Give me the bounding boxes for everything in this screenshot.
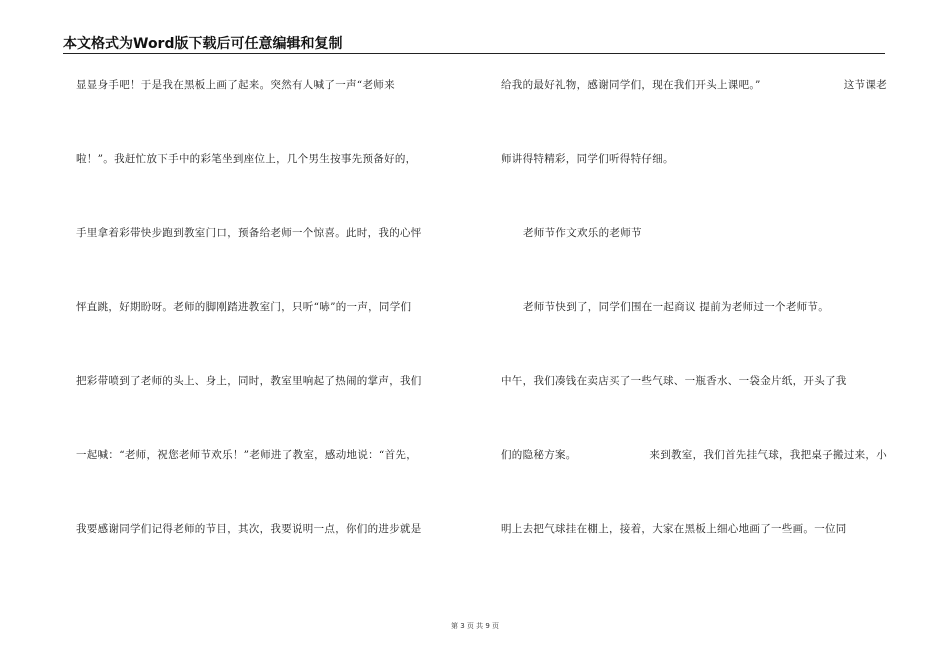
- document-header: 本文格式为Word版下载后可任意编辑和复制: [63, 36, 343, 52]
- right-line-6-tail: 来到教室，我们首先挂气球，我把桌子搬过来，小: [649, 449, 887, 461]
- paragraph-start: 老师节快到了，同学们围在一起商议 提前为老师过一个老师节。: [523, 301, 830, 313]
- left-line-3: 手里拿着彩带快步跑到教室门口，预备给老师一个惊喜。此时，我的心怦: [76, 227, 422, 239]
- right-column: [501, 74, 887, 592]
- right-line-6: [501, 444, 887, 518]
- left-line-5: 把彩带喷到了老师的头上、身上，同时，教室里响起了热闹的掌声，我们: [76, 375, 422, 387]
- right-line-1: [501, 74, 887, 148]
- left-column: [76, 74, 471, 592]
- left-line-6: 一起喊：“老师，祝您老师节欢乐！”老师进了教室，感动地说：“首先，: [76, 449, 418, 461]
- right-line-7: 明上去把气球挂在棚上，接着，大家在黑板上细心地画了一些画。一位同: [501, 523, 847, 535]
- right-line-5: 中午，我们凑钱在卖店买了一些气球、一瓶香水、一袋金片纸，开头了我: [501, 375, 847, 387]
- left-line-7: 我要感谢同学们记得老师的节目，其次，我要说明一点，你们的进步就是: [76, 523, 422, 535]
- right-line-6-text: 们的隐秘方案。: [501, 449, 577, 461]
- right-line-1-tail: 这节课老: [843, 79, 887, 91]
- right-line-2: 师讲得特精彩，同学们听得特仔细。: [501, 153, 674, 165]
- page-number: 第 3 页 共 9 页: [450, 622, 500, 630]
- left-line-1: 显显身手吧！于是我在黑板上画了起来。突然有人喊了一声“老师来: [76, 79, 395, 91]
- left-line-2: 啦！”。我赶忙放下手中的彩笔坐到座位上，几个男生按事先预备好的，: [76, 153, 417, 165]
- right-line-1-text: 给我的最好礼物，感谢同学们，现在我们开头上课吧。”: [501, 79, 761, 91]
- header-rule: [63, 53, 885, 54]
- left-line-4: 怦直跳，好期盼呀。老师的脚刚踏进教室门，只听“哧”的一声，同学们: [76, 301, 412, 313]
- essay-title: 老师节作文欢乐的老师节: [523, 227, 642, 239]
